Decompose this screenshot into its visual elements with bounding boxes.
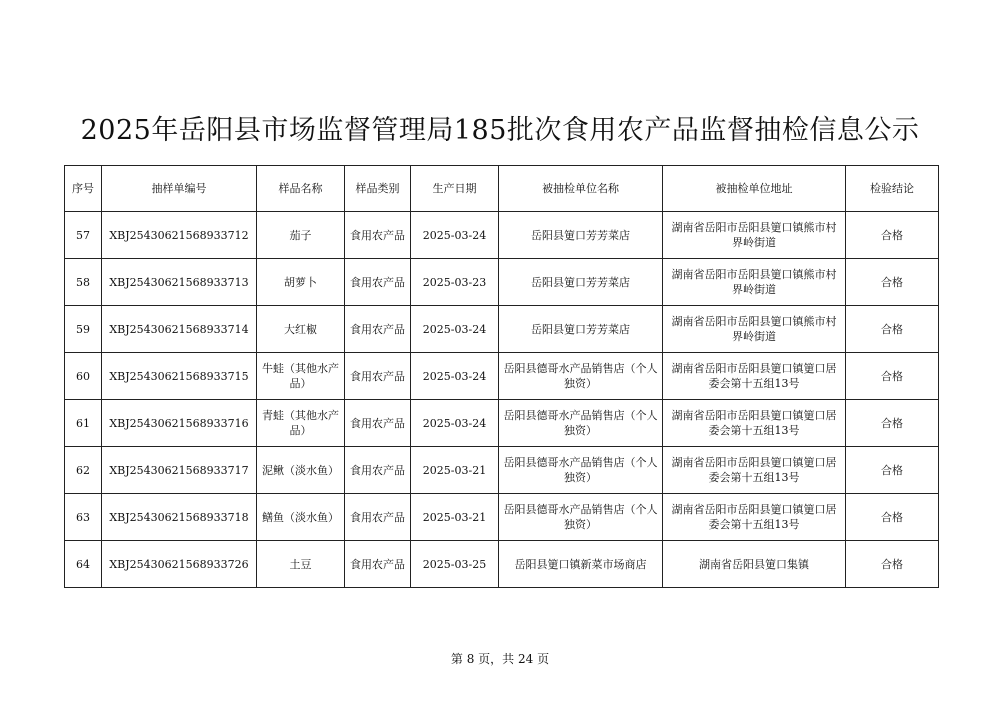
cell-sample-name: 胡萝卜 xyxy=(257,259,345,306)
cell-production-date: 2025-03-21 xyxy=(411,447,499,494)
cell-result: 合格 xyxy=(846,353,939,400)
cell-sample-code: XBJ25430621568933713 xyxy=(102,259,257,306)
cell-sample-name: 青蛙（其他水产品） xyxy=(257,400,345,447)
cell-unit-address: 湖南省岳阳市岳阳县筻口镇熊市村界岭街道 xyxy=(663,212,846,259)
table-row xyxy=(65,400,939,447)
cell-sample-code: XBJ25430621568933718 xyxy=(102,494,257,541)
cell-unit-address: 湖南省岳阳市岳阳县筻口镇筻口居委会第十五组13号 xyxy=(663,447,846,494)
cell-result: 合格 xyxy=(846,306,939,353)
cell-seq: 59 xyxy=(65,306,102,353)
header-sample-code: 抽样单编号 xyxy=(102,166,257,212)
cell-result: 合格 xyxy=(846,447,939,494)
cell-sample-name: 泥鳅（淡水鱼） xyxy=(257,447,345,494)
cell-production-date: 2025-03-25 xyxy=(411,541,499,588)
cell-sample-name: 土豆 xyxy=(257,541,345,588)
cell-sample-category: 食用农产品 xyxy=(345,306,411,353)
header-sample-name: 样品名称 xyxy=(257,166,345,212)
cell-sample-code: XBJ25430621568933726 xyxy=(102,541,257,588)
cell-seq: 60 xyxy=(65,353,102,400)
header-result: 检验结论 xyxy=(846,166,939,212)
cell-sample-category: 食用农产品 xyxy=(345,447,411,494)
header-seq: 序号 xyxy=(65,166,102,212)
page-footer: 第 8 页，共 24 页 xyxy=(450,652,550,666)
table-body xyxy=(65,212,939,588)
cell-sample-name: 茄子 xyxy=(257,212,345,259)
cell-seq: 64 xyxy=(65,541,102,588)
cell-result: 合格 xyxy=(846,212,939,259)
table-row xyxy=(65,447,939,494)
table-row xyxy=(65,212,939,259)
header-unit-address: 被抽检单位地址 xyxy=(663,166,846,212)
cell-production-date: 2025-03-24 xyxy=(411,353,499,400)
cell-unit-address: 湖南省岳阳县筻口集镇 xyxy=(663,541,846,588)
cell-sample-code: XBJ25430621568933716 xyxy=(102,400,257,447)
table-row xyxy=(65,353,939,400)
cell-sample-name: 牛蛙（其他水产品） xyxy=(257,353,345,400)
cell-sample-category: 食用农产品 xyxy=(345,541,411,588)
header-production-date: 生产日期 xyxy=(411,166,499,212)
cell-unit-name: 岳阳县筻口芳芳菜店 xyxy=(499,212,663,259)
cell-seq: 61 xyxy=(65,400,102,447)
header-unit-name: 被抽检单位名称 xyxy=(499,166,663,212)
cell-production-date: 2025-03-21 xyxy=(411,494,499,541)
table-row xyxy=(65,259,939,306)
cell-result: 合格 xyxy=(846,541,939,588)
table-row xyxy=(65,494,939,541)
cell-sample-category: 食用农产品 xyxy=(345,494,411,541)
cell-unit-address: 湖南省岳阳市岳阳县筻口镇筻口居委会第十五组13号 xyxy=(663,400,846,447)
cell-unit-name: 岳阳县德哥水产品销售店（个人独资） xyxy=(499,353,663,400)
cell-unit-name: 岳阳县德哥水产品销售店（个人独资） xyxy=(499,400,663,447)
cell-sample-code: XBJ25430621568933715 xyxy=(102,353,257,400)
cell-result: 合格 xyxy=(846,494,939,541)
cell-seq: 62 xyxy=(65,447,102,494)
cell-sample-category: 食用农产品 xyxy=(345,400,411,447)
inspection-table xyxy=(64,165,939,588)
cell-sample-category: 食用农产品 xyxy=(345,259,411,306)
cell-unit-address: 湖南省岳阳市岳阳县筻口镇熊市村界岭街道 xyxy=(663,306,846,353)
cell-sample-name: 鳝鱼（淡水鱼） xyxy=(257,494,345,541)
cell-sample-category: 食用农产品 xyxy=(345,212,411,259)
cell-unit-address: 湖南省岳阳市岳阳县筻口镇筻口居委会第十五组13号 xyxy=(663,494,846,541)
cell-sample-category: 食用农产品 xyxy=(345,353,411,400)
table-row xyxy=(65,306,939,353)
cell-production-date: 2025-03-24 xyxy=(411,306,499,353)
table-row xyxy=(65,541,939,588)
cell-sample-name: 大红椒 xyxy=(257,306,345,353)
cell-production-date: 2025-03-24 xyxy=(411,400,499,447)
header-row xyxy=(65,166,939,212)
cell-production-date: 2025-03-24 xyxy=(411,212,499,259)
cell-unit-name: 岳阳县德哥水产品销售店（个人独资） xyxy=(499,494,663,541)
cell-unit-name: 岳阳县德哥水产品销售店（个人独资） xyxy=(499,447,663,494)
cell-result: 合格 xyxy=(846,400,939,447)
cell-sample-code: XBJ25430621568933717 xyxy=(102,447,257,494)
page-title: 2025年岳阳县市场监督管理局185批次食用农产品监督抽检信息公示 xyxy=(80,115,920,146)
cell-unit-address: 湖南省岳阳市岳阳县筻口镇筻口居委会第十五组13号 xyxy=(663,353,846,400)
cell-seq: 58 xyxy=(65,259,102,306)
cell-unit-name: 岳阳县筻口芳芳菜店 xyxy=(499,259,663,306)
cell-sample-code: XBJ25430621568933714 xyxy=(102,306,257,353)
cell-unit-name: 岳阳县筻口镇新菜市场商店 xyxy=(499,541,663,588)
cell-seq: 63 xyxy=(65,494,102,541)
cell-unit-name: 岳阳县筻口芳芳菜店 xyxy=(499,306,663,353)
header-sample-category: 样品类别 xyxy=(345,166,411,212)
cell-result: 合格 xyxy=(846,259,939,306)
cell-sample-code: XBJ25430621568933712 xyxy=(102,212,257,259)
table-header xyxy=(65,166,939,212)
cell-seq: 57 xyxy=(65,212,102,259)
cell-production-date: 2025-03-23 xyxy=(411,259,499,306)
cell-unit-address: 湖南省岳阳市岳阳县筻口镇熊市村界岭街道 xyxy=(663,259,846,306)
